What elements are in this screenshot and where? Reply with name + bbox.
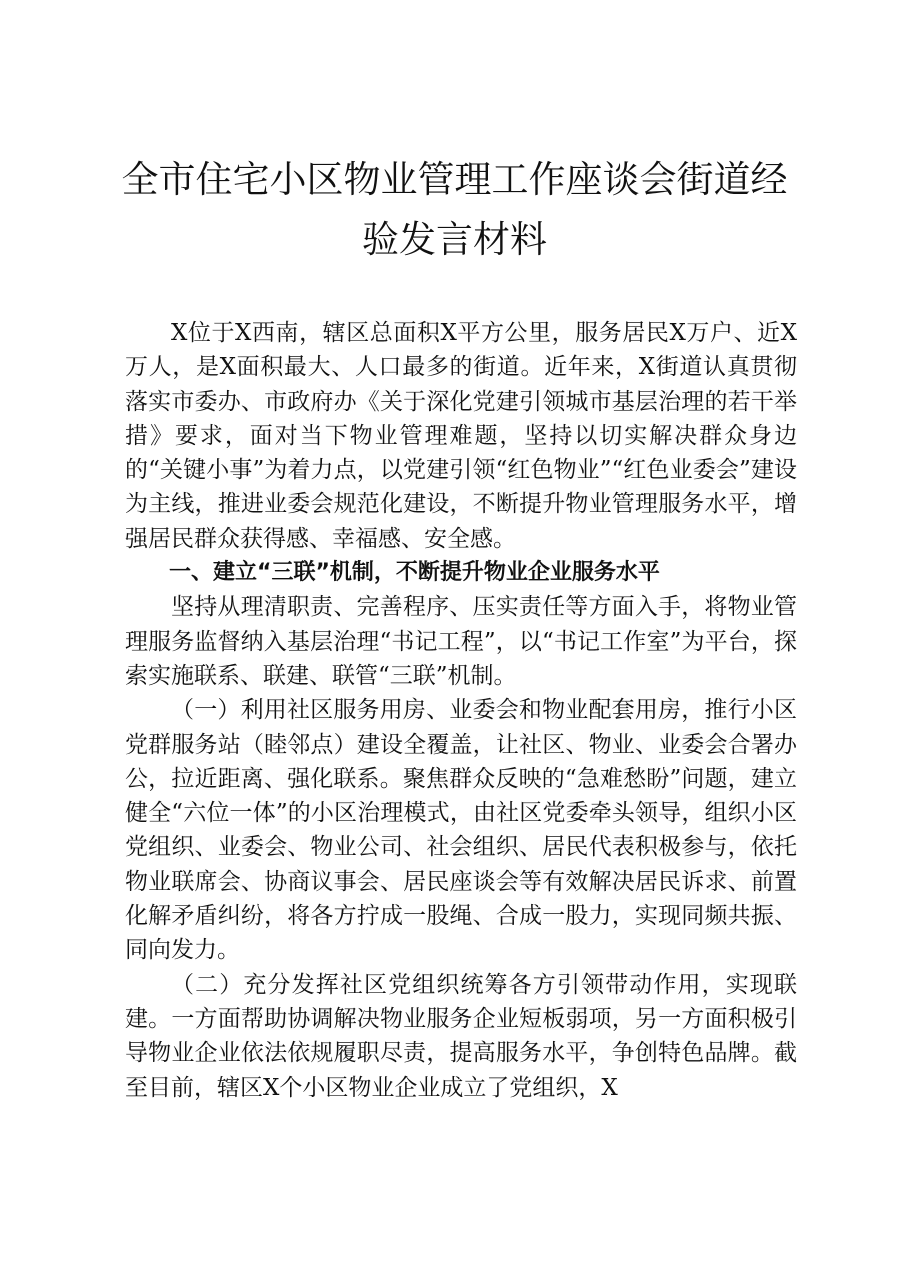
document-body (125, 316, 797, 1105)
subsection-1-paragraph: （一）利用社区服务用房、业委会和物业配套用房，推行小区党群服务站（睦邻点）建设全覆盖，让社区、物业、业委会合署办公，拉近距离、强化联系。聚焦群众反映的“急难愁盼”问题，建立健全“六位一体”的小区治理模式，由社区党委牵头领导，组织小区党组织、业委会、物业公司、社会组织、居民代表积极参与，依托物业联席会、协商议事会、居民座谈会等有效解决居民诉求、前置化解矛盾纠纷，将各方拧成一股绳、合成一股力，实现同频共振、同向发力。 (125, 697, 797, 964)
section-heading-1: 一、建立“三联”机制，不断提升物业企业服务水平 (169, 560, 660, 586)
intro-paragraph: X位于X西南，辖区总面积X平方公里，服务居民X万户、近X万人，是X面积最大、人口最多的街道。近年来，X街道认真贯彻落实市委办、市政府办《关于深化党建引领城市基层治理的若干举措》要求，面对当下物业管理难题，坚持以切实解决群众身边的“关键小事”为着力点，以党建引领“红色物业”“红色业委会”建设为主线，推进业委会规范化建设，不断提升物业管理服务水平，增强居民群众获得感、幸福感、安全感。 (125, 320, 797, 552)
subsection-2-paragraph: （二）充分发挥社区党组织统筹各方引领带动作用，实现联建。一方面帮助协调解决物业服务企业短板弱项，另一方面积极引导物业企业依法依规履职尽责，提高服务水平，争创特色品牌。截至目前，辖区X个小区物业企业成立了党组织，X (125, 971, 797, 1101)
document-title: 全市住宅小区物业管理工作座谈会街道经验发言材料 (121, 158, 788, 261)
section-1-paragraph: 坚持从理清职责、完善程序、压实责任等方面入手，将物业管理服务监督纳入基层治理“书记工程”，以“书记工作室”为平台，探索实施联系、联建、联管“三联”机制。 (125, 594, 797, 689)
